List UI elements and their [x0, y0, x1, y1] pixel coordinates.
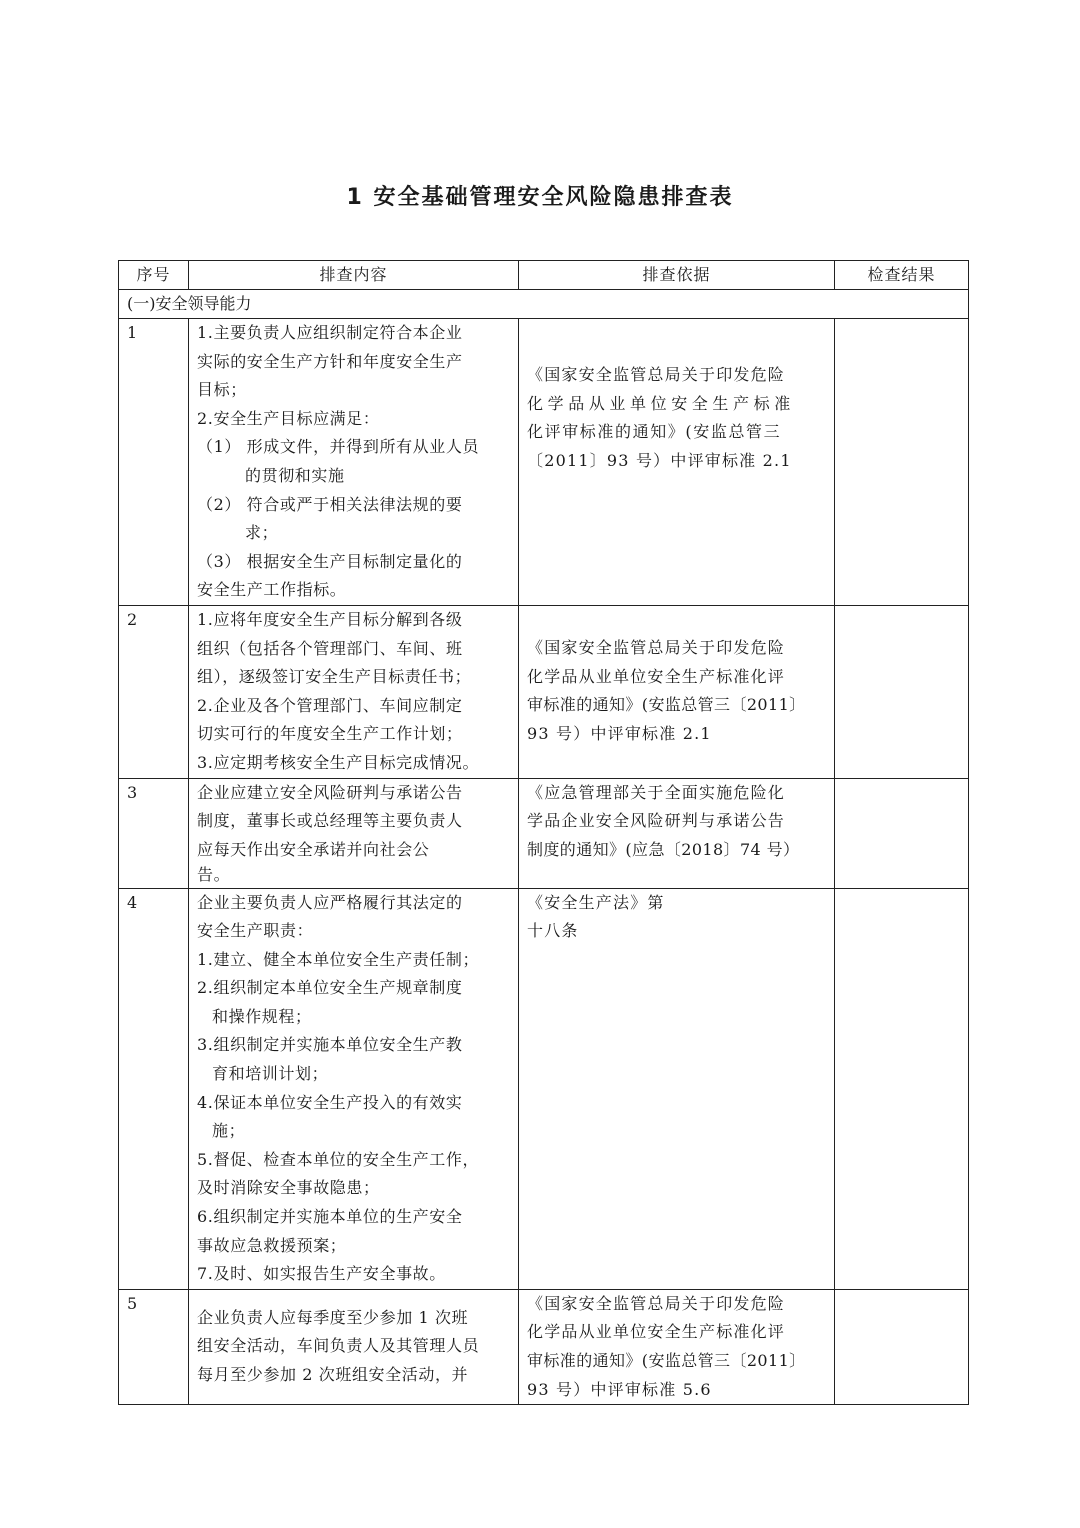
content-line: 3.组织制定并实施本单位安全生产教: [197, 1035, 463, 1055]
content-line: 实际的安全生产方针和年度安全生产: [197, 351, 463, 371]
basis-line: 十八条: [527, 921, 579, 941]
header-content: 排查内容: [189, 261, 519, 290]
row-basis: [519, 319, 835, 606]
header-basis: 排查依据: [519, 261, 835, 290]
basis-line: 〔2011〕93 号）中评审标准 2.1: [527, 450, 792, 470]
basis-line: 《国家安全监管总局关于印发危险: [527, 637, 786, 657]
table-row: [119, 888, 969, 1289]
table-row: [119, 1289, 969, 1404]
row-number: 1: [119, 319, 189, 606]
content-line: 组安全活动，车间负责人及其管理人员: [197, 1336, 480, 1356]
table-header-row: [119, 261, 969, 290]
content-line: （3） 根据安全生产目标制定量化的: [197, 551, 463, 571]
row-content: [189, 888, 519, 1289]
content-line: 施；: [212, 1121, 246, 1141]
row-content: [189, 1289, 519, 1404]
content-line: （1） 形成文件，并得到所有从业人员: [197, 437, 480, 457]
table-row: [119, 605, 969, 778]
row-number: 4: [119, 888, 189, 1289]
row-result[interactable]: [835, 1289, 969, 1404]
content-line: 3.应定期考核安全生产目标完成情况。: [197, 752, 480, 772]
row-number: 5: [119, 1289, 189, 1404]
basis-line: 审标准的通知》(安监总管三〔2011〕: [527, 1351, 806, 1370]
header-no: 序号: [119, 261, 189, 290]
row-content: [189, 778, 519, 888]
content-line: 求；: [245, 523, 279, 543]
content-line: 目标；: [197, 380, 247, 400]
basis-line: 制度的通知》(应急〔2018〕74 号）: [527, 839, 800, 859]
content-line: 每月至少参加 2 次班组安全活动，并: [197, 1365, 469, 1384]
risk-inspection-table: [118, 260, 969, 1405]
basis-line: 化学品从业单位安全生产标准化评: [527, 1322, 786, 1342]
basis-line: 《应急管理部关于全面实施危险化: [527, 782, 786, 802]
content-line: 组），逐级签订安全生产目标责任书；: [197, 667, 472, 687]
content-line: 切实可行的年度安全生产工作计划；: [197, 724, 463, 744]
row-result[interactable]: [835, 778, 969, 888]
header-result: 检查结果: [835, 261, 969, 290]
content-line: 安全生产职责：: [197, 921, 314, 941]
basis-line: 审标准的通知》(安监总管三〔2011〕: [527, 695, 806, 715]
content-line: 的贯彻和实施: [245, 465, 345, 485]
content-line: 7.及时、如实报告生产安全事故。: [197, 1264, 446, 1284]
section-title: (一)安全领导能力: [119, 290, 969, 319]
basis-line: 93 号）中评审标准 5.6: [527, 1379, 712, 1399]
content-line: 应每天作出安全承诺并向社会公: [197, 839, 430, 859]
content-line: 和操作规程；: [212, 1006, 312, 1026]
row-content: [189, 319, 519, 606]
content-line: 1.主要负责人应组织制定符合本企业: [197, 323, 463, 342]
content-line: （2） 符合或严于相关法律法规的要: [197, 494, 463, 514]
basis-line: 《安全生产法》第: [527, 892, 665, 912]
row-basis: [519, 888, 835, 1289]
table-row: [119, 319, 969, 606]
content-line: 及时消除安全事故隐患；: [197, 1178, 380, 1198]
content-line: 告。: [197, 865, 231, 885]
content-line: 制度，董事长或总经理等主要负责人: [197, 811, 463, 831]
content-line: 1.建立、健全本单位安全生产责任制；: [197, 949, 480, 969]
row-result[interactable]: [835, 888, 969, 1289]
content-line: 企业主要负责人应严格履行其法定的: [197, 892, 463, 912]
content-line: 6.组织制定并实施本单位的生产安全: [197, 1207, 463, 1227]
basis-line: 《国家安全监管总局关于印发危险: [527, 1293, 786, 1313]
row-result[interactable]: [835, 605, 969, 778]
content-line: 安全生产工作指标。: [197, 580, 347, 600]
section-row: [119, 290, 969, 319]
content-line: 4.保证本单位安全生产投入的有效实: [197, 1092, 463, 1112]
content-line: 5.督促、检查本单位的安全生产工作，: [197, 1149, 480, 1169]
content-line: 企业应建立安全风险研判与承诺公告: [197, 782, 463, 802]
basis-line: 《国家安全监管总局关于印发危险: [527, 365, 786, 384]
row-number: 3: [119, 778, 189, 888]
table-row: [119, 778, 969, 888]
row-content: [189, 605, 519, 778]
basis-line: 93 号）中评审标准 2.1: [527, 723, 712, 743]
content-line: 1.应将年度安全生产目标分解到各级: [197, 609, 463, 629]
basis-line: 学品企业安全风险研判与承诺公告: [527, 811, 786, 831]
row-basis: [519, 1289, 835, 1404]
basis-line: 化学品从业单位安全生产标准: [527, 393, 795, 413]
content-line: 育和培训计划；: [212, 1064, 329, 1084]
row-basis: [519, 605, 835, 778]
content-line: 企业负责人应每季度至少参加 1 次班: [197, 1307, 469, 1327]
content-line: 2.组织制定本单位安全生产规章制度: [197, 978, 463, 998]
row-basis: [519, 778, 835, 888]
content-line: 2.安全生产目标应满足：: [197, 408, 380, 428]
row-result[interactable]: [835, 319, 969, 606]
content-line: 事故应急救援预案；: [197, 1235, 347, 1255]
page-title: 1 安全基础管理安全风险隐患排查表: [346, 185, 734, 210]
basis-line: 化评审标准的通知》(安监总管三: [527, 422, 782, 442]
content-line: 2.企业及各个管理部门、车间应制定: [197, 695, 463, 715]
row-number: 2: [119, 605, 189, 778]
content-line: 组织（包括各个管理部门、车间、班: [197, 638, 463, 658]
basis-line: 化学品从业单位安全生产标准化评: [527, 666, 786, 686]
